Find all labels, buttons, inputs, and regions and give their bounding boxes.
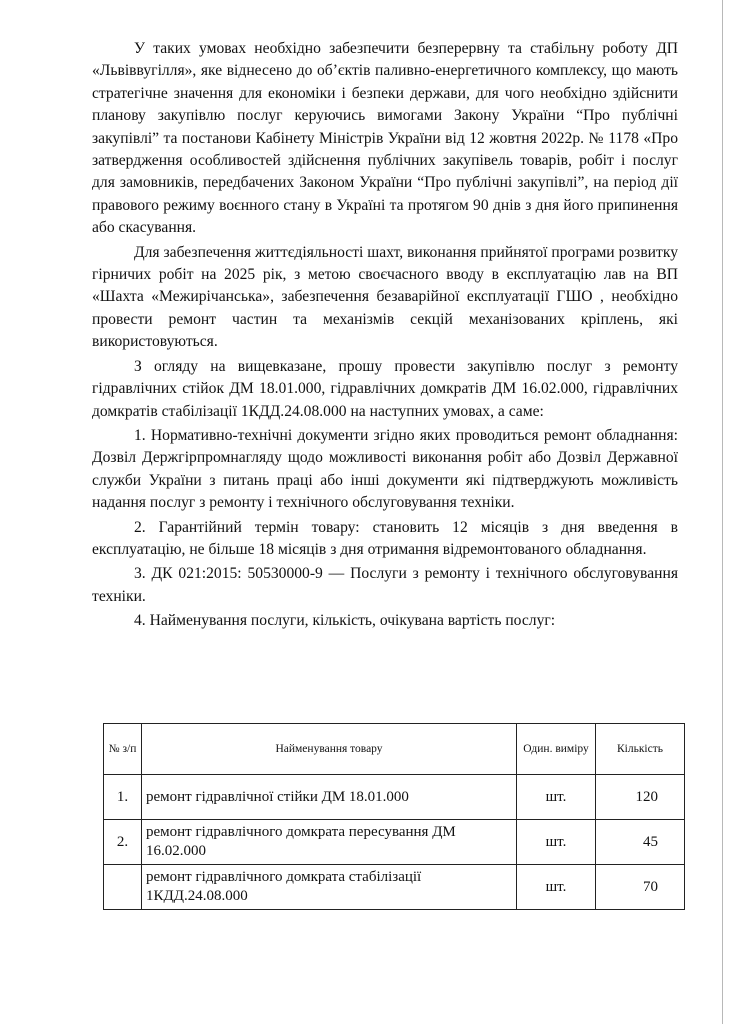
table-row: [104, 820, 685, 865]
row-qty: 45: [596, 820, 685, 865]
paragraph-conditions: У таких умовах необхідно забезпечити безперервну та стабільну роботу ДП «Львіввугілля», яке віднесено до об’єктів паливно-енергетичного комплексу, що мають стратегічне значення для економіки і безпеки держави, для чого необхідно здійснити планову закупівлю послуг керуючись вимогами Закону України “Про публічні закупівлі” та постанови Кабінету Міністрів України від 12 жовтня 2022р. № 1178 «Про затвердження особливостей здійснення публічних закупівель товарів, робіт і послуг для замовників, передбачених Законом України “Про публічні закупівлі”, на період дії правового режиму воєнного стану в Україні та протягом 90 днів з дня його припинення або скасування.: [92, 40, 678, 237]
paragraph-request: З огляду на вищевказане, прошу провести закупівлю послуг з ремонту гідравлічних стійок ДМ 18.01.000, гідравлічних домкратів ДМ 16.02.000, гідравлічних домкратів стабілізації 1КДД.24.08.000 на наступних умовах, а саме:: [92, 357, 678, 420]
header-unit: Один. виміру: [517, 724, 596, 775]
table-row: [104, 775, 685, 820]
condition-item-1: 1. Нормативно-технічні документи згідно яких проводиться ремонт обладнання: Дозвіл Держгірпромнагляду щодо можливості виконання робіт або Дозвіл Державної служби України з питань праці або інші документи які підтверджують можливість надання послуг з ремонту і технічного обслуговування техніки.: [92, 426, 678, 512]
row-num: 2.: [104, 820, 142, 865]
row-unit: шт.: [517, 865, 596, 910]
condition-item-3: 3. ДК 021:2015: 50530000-9 — Послуги з ремонту і технічного обслуговування техніки.: [92, 565, 678, 605]
row-num: 1.: [104, 775, 142, 820]
condition-item-2: 2. Гарантійний термін товару: становить 12 місяців з дня введення в експлуатацію, не більше 18 місяців з дня отримання відремонтованого обладнання.: [92, 518, 678, 558]
header-name: Найменування товару: [142, 724, 517, 775]
header-qty: Кількість: [596, 724, 685, 775]
row-name: ремонт гідравлічної стійки ДМ 18.01.000: [142, 775, 517, 820]
scan-edge-line: [722, 0, 723, 1024]
row-num: [104, 865, 142, 910]
row-name: ремонт гідравлічного домкрата стабілізації 1КДД.24.08.000: [142, 865, 517, 910]
row-qty: 120: [596, 775, 685, 820]
row-name: ремонт гідравлічного домкрата пересування ДМ 16.02.000: [142, 820, 517, 865]
condition-item-4: 4. Найменування послуги, кількість, очікувана вартість послуг:: [134, 612, 556, 630]
document-body: [92, 38, 678, 633]
header-num: № з/п: [104, 724, 142, 775]
row-qty: 70: [596, 865, 685, 910]
table-header-row: [104, 724, 685, 775]
table-row: [104, 865, 685, 910]
services-table: [103, 723, 685, 910]
paragraph-justification: Для забезпечення життєдіяльності шахт, виконання прийнятої програми розвитку гірничих робіт на 2025 рік, з метою своєчасного вводу в експлуатацію лав на ВП «Шахта «Межирічанська», забезпечення безаварійної експлуатації ГШО , необхідно провести ремонт частин та механізмів секцій механізованих кріплень, які використовуються.: [92, 243, 678, 351]
row-unit: шт.: [517, 820, 596, 865]
row-unit: шт.: [517, 775, 596, 820]
